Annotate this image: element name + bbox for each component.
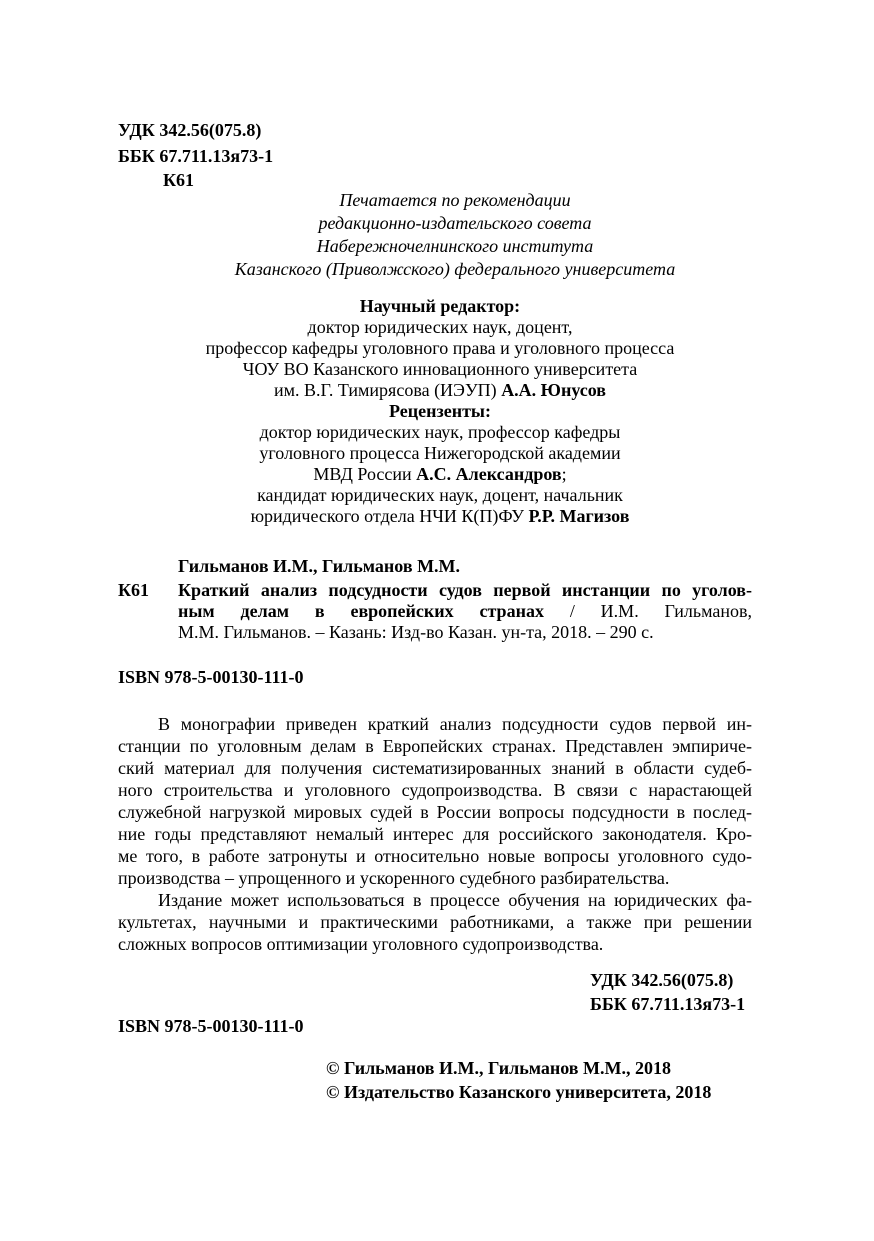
bib-code: К61: [118, 580, 150, 600]
abstract-line: ного строительства и уголовного судопроизводства. В связи с нарастающей: [118, 780, 752, 800]
reviewer-name: Р.Р. Магизов: [528, 506, 630, 526]
reviewer-line: кандидат юридических наук, доцент, начальник: [257, 485, 623, 505]
bib-responsibility: / И.М. Гильманов,: [543, 601, 752, 621]
reviewer-affiliation: МВД России: [313, 464, 417, 484]
reviewer-punct: ;: [561, 464, 567, 484]
abstract-line: ский материал для получения систематизированных знаний в области судеб-: [118, 758, 752, 778]
reviewer-line: [140, 506, 740, 527]
abstract-line: культетах, научными и практическими работниками, а также при решении: [118, 912, 752, 932]
bbk-code-bottom: ББК 67.711.13я73-1: [590, 994, 746, 1014]
abstract: [118, 713, 752, 955]
recommendation-line: Печатается по рекомендации: [339, 190, 571, 210]
recommendation-line: Набережночелнинского института: [316, 236, 594, 256]
reviewers-heading: Рецензенты:: [389, 401, 491, 421]
recommendation-line: Казанского (Приволжского) федерального университета: [234, 259, 676, 279]
abstract-line: ме того, в работе затронуты и относительно новые вопросы уголовного судо-: [118, 846, 752, 866]
reviewer-line: уголовного процесса Нижегородской академии: [259, 443, 621, 463]
editor-line: доктор юридических наук, доцент,: [307, 317, 573, 337]
udk-code-bottom: УДК 342.56(075.8): [590, 970, 734, 990]
editor-heading: Научный редактор:: [359, 296, 521, 316]
editor-reviewers-block: [140, 296, 740, 527]
reviewer-line: [140, 464, 740, 485]
bib-authors: Гильманов И.М., Гильманов М.М.: [178, 556, 461, 576]
isbn-bottom: ISBN 978-5-00130-111-0: [118, 1016, 304, 1036]
abstract-line: станции по уголовным делам в Европейских странах. Представлен эмпириче-: [118, 736, 752, 756]
isbn: ISBN 978-5-00130-111-0: [118, 667, 304, 687]
bib-record: [178, 580, 752, 643]
bib-imprint: М.М. Гильманов. – Казань: Изд-во Казан. ун-та, 2018. – 290 с.: [178, 622, 654, 642]
abstract-line: служебной нагрузкой мировых судей в России вопросы подсудности в послед-: [118, 802, 752, 822]
editor-affiliation: им. В.Г. Тимирясова (ИЭУП): [273, 380, 502, 400]
copyright-publisher: © Издательство Казанского университета, 2018: [326, 1082, 712, 1102]
editor-line: профессор кафедры уголовного права и уголовного процесса: [205, 338, 675, 358]
copyright-authors: © Гильманов И.М., Гильманов М.М., 2018: [326, 1058, 671, 1078]
editor-name: А.А. Юнусов: [501, 380, 607, 400]
bib-title-line: Краткий анализ подсудности судов первой инстанции по уголов-: [178, 580, 752, 600]
reviewer-line: доктор юридических наук, профессор кафедры: [259, 422, 621, 442]
bib-title-bold: ным делам в европейских странах: [178, 601, 544, 621]
reviewer-affiliation: юридического отдела НЧИ К(П)ФУ: [250, 506, 529, 526]
editor-line: ЧОУ ВО Казанского инновационного университета: [242, 359, 638, 379]
editor-line: [140, 380, 740, 401]
bbk-code: ББК 67.711.13я73-1: [118, 146, 274, 166]
abstract-line: ние годы представляют немалый интерес для российского законодателя. Кро-: [118, 824, 752, 844]
abstract-line: сложных вопросов оптимизации уголовного судопроизводства.: [118, 934, 604, 954]
recommendation-line: редакционно-издательского совета: [318, 213, 592, 233]
udk-code: УДК 342.56(075.8): [118, 120, 262, 140]
abstract-line: В монографии приведен краткий анализ подсудности судов первой ин-: [158, 714, 752, 734]
reviewer-name: А.С. Александров: [416, 464, 562, 484]
abstract-line: Издание может использоваться в процессе обучения на юридических фа-: [158, 890, 752, 910]
recommendation-block: [160, 189, 750, 281]
author-mark: К61: [163, 170, 195, 190]
abstract-line: производства – упрощенного и ускоренного судебного разбирательства.: [118, 868, 670, 888]
bib-title-line: [178, 601, 752, 622]
